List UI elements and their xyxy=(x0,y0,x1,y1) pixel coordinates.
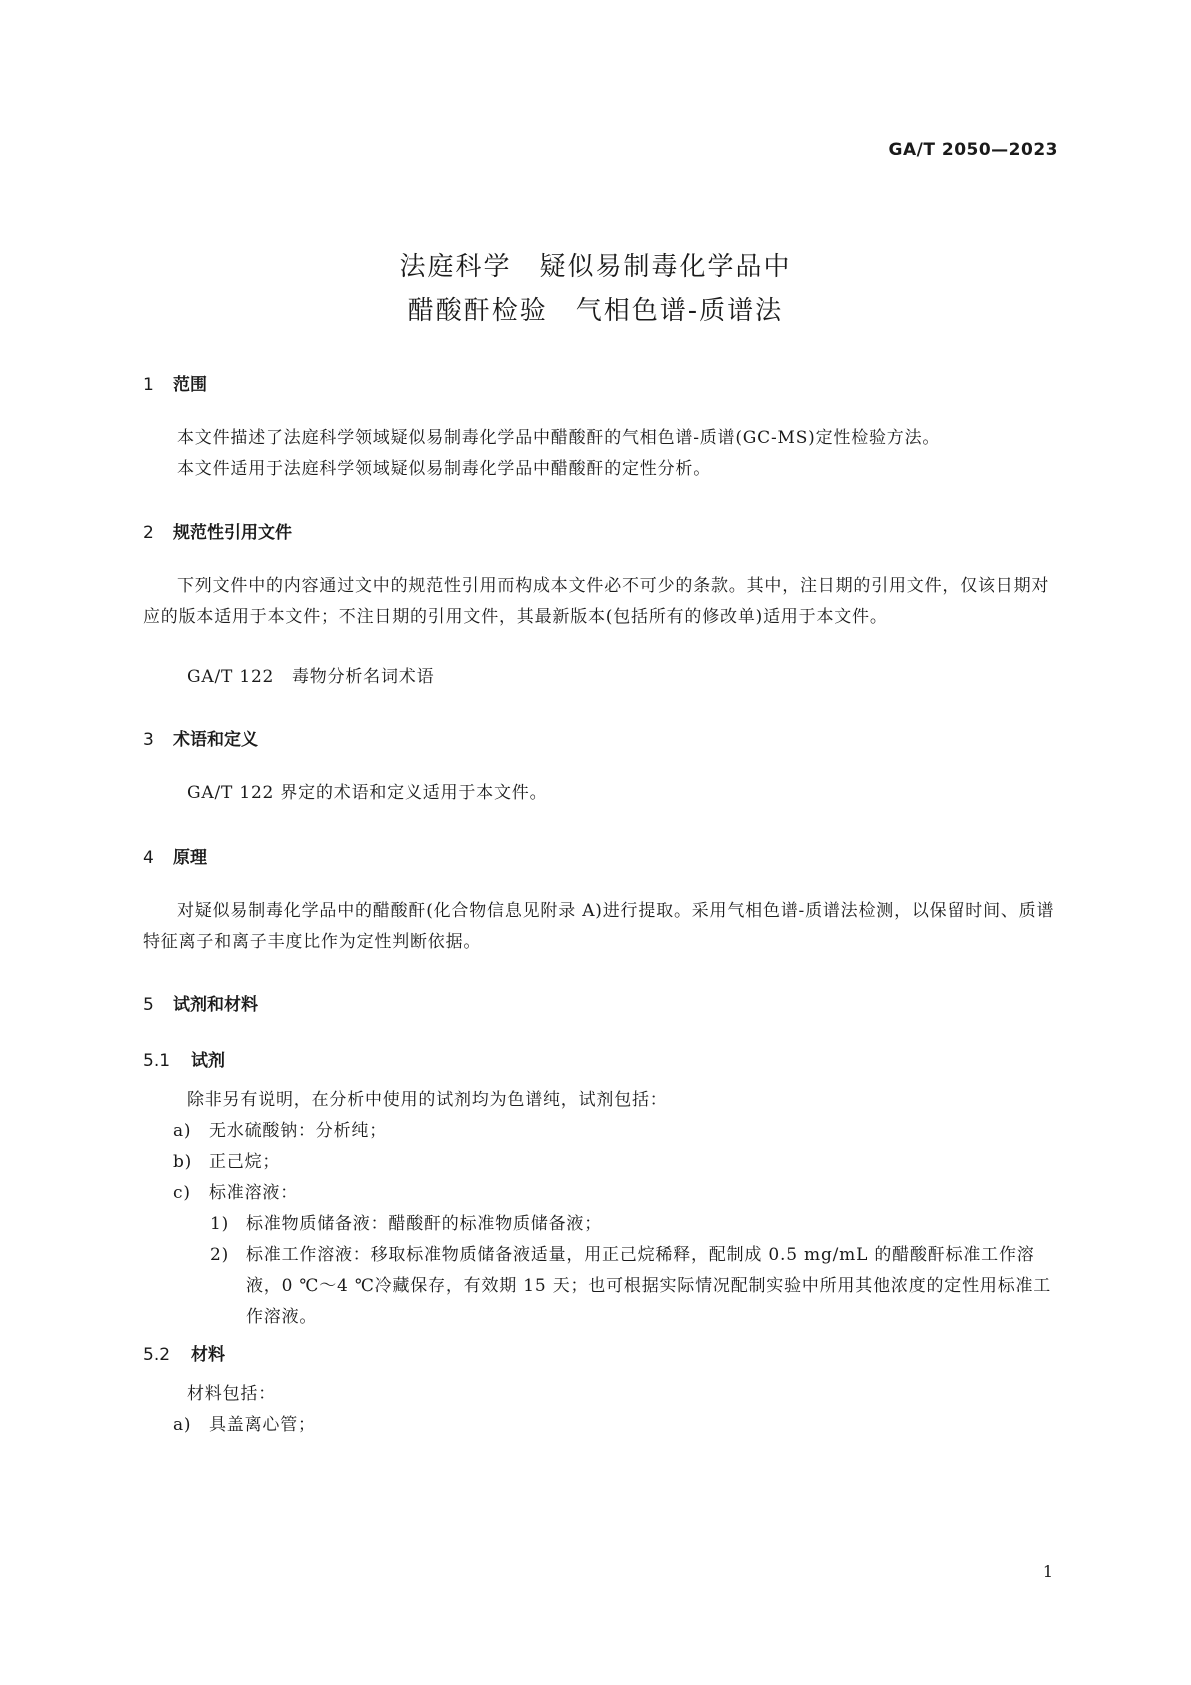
section-5-heading xyxy=(143,990,258,1015)
list-item xyxy=(173,1178,1059,1209)
section-5-2-intro: 材料包括： xyxy=(187,1384,276,1404)
section-number: 5 xyxy=(143,995,154,1015)
sub-list-item xyxy=(210,1240,1059,1333)
list-item-text: 正己烷； xyxy=(209,1152,281,1172)
sub-list-item xyxy=(210,1209,1059,1240)
section-1-paragraph-1: 本文件描述了法庭科学领域疑似易制毒化学品中醋酸酐的气相色谱-质谱(GC-MS)定性检验方法。 xyxy=(177,428,941,448)
document-code: GA/T 2050—2023 xyxy=(888,140,1058,160)
list-item-text: 具盖离心管； xyxy=(209,1415,316,1435)
page-number: 1 xyxy=(1042,1562,1053,1581)
list-item-text: 标准溶液： xyxy=(209,1183,298,1203)
section-2-heading xyxy=(143,518,292,543)
list-item xyxy=(173,1116,1059,1147)
section-title: 试剂和材料 xyxy=(173,995,258,1015)
section-title: 范围 xyxy=(173,375,207,395)
section-number: 1 xyxy=(143,375,154,395)
section-4-heading xyxy=(143,843,207,868)
section-title: 术语和定义 xyxy=(173,730,258,750)
list-item-text: 标准工作溶液：移取标准物质储备液适量，用正己烷稀释，配制成 0.5 mg/mL 的醋酸酐标准工作溶液，0 ℃～4 ℃冷藏保存，有效期 15 天；也可根据实际情况配制实验中所用其他浓度的定性用标准工作溶液。 xyxy=(246,1245,1052,1327)
section-title: 原理 xyxy=(173,848,207,868)
section-1-heading xyxy=(143,370,207,395)
section-number: 3 xyxy=(143,730,154,750)
list-item-text: 标准物质储备液：醋酸酐的标准物质储备液； xyxy=(246,1214,602,1234)
section-2-reference: GA/T 122 毒物分析名词术语 xyxy=(187,667,435,687)
list-item xyxy=(173,1147,1059,1178)
section-3-paragraph-1: GA/T 122 界定的术语和定义适用于本文件。 xyxy=(187,783,548,803)
section-number: 4 xyxy=(143,848,154,868)
list-item-text: 无水硫酸钠：分析纯； xyxy=(209,1121,387,1141)
section-title: 材料 xyxy=(191,1345,225,1365)
list-marker: 1) xyxy=(210,1214,230,1234)
document-title-line-2: 醋酸酐检验 气相色谱-质谱法 xyxy=(407,296,784,326)
section-number: 2 xyxy=(143,523,154,543)
section-5-1-heading xyxy=(143,1046,225,1071)
section-title: 试剂 xyxy=(191,1051,225,1071)
section-5-2-heading xyxy=(143,1340,225,1365)
document-title-line-1: 法庭科学 疑似易制毒化学品中 xyxy=(399,252,792,282)
list-marker: a) xyxy=(173,1121,192,1141)
section-4-paragraph-1: 对疑似易制毒化学品中的醋酸酐(化合物信息见附录 A)进行提取。采用气相色谱-质谱法检测，以保留时间、质谱特征离子和离子丰度比作为定性判断依据。 xyxy=(143,901,1055,952)
section-2-paragraph-1: 下列文件中的内容通过文中的规范性引用而构成本文件必不可少的条款。其中，注日期的引用文件，仅该日期对应的版本适用于本文件；不注日期的引用文件，其最新版本(包括所有的修改单)适用于本文件。 xyxy=(143,576,1050,627)
list-marker: b) xyxy=(173,1152,193,1172)
section-number: 5.1 xyxy=(143,1051,171,1071)
list-marker: a) xyxy=(173,1415,192,1435)
section-3-heading xyxy=(143,725,258,750)
section-1-paragraph-2: 本文件适用于法庭科学领域疑似易制毒化学品中醋酸酐的定性分析。 xyxy=(177,459,711,479)
list-marker: 2) xyxy=(210,1245,230,1265)
list-marker: c) xyxy=(173,1183,191,1203)
section-title: 规范性引用文件 xyxy=(173,523,292,543)
list-item xyxy=(173,1410,1059,1441)
section-number: 5.2 xyxy=(143,1345,171,1365)
section-5-1-intro: 除非另有说明，在分析中使用的试剂均为色谱纯，试剂包括： xyxy=(187,1090,668,1110)
